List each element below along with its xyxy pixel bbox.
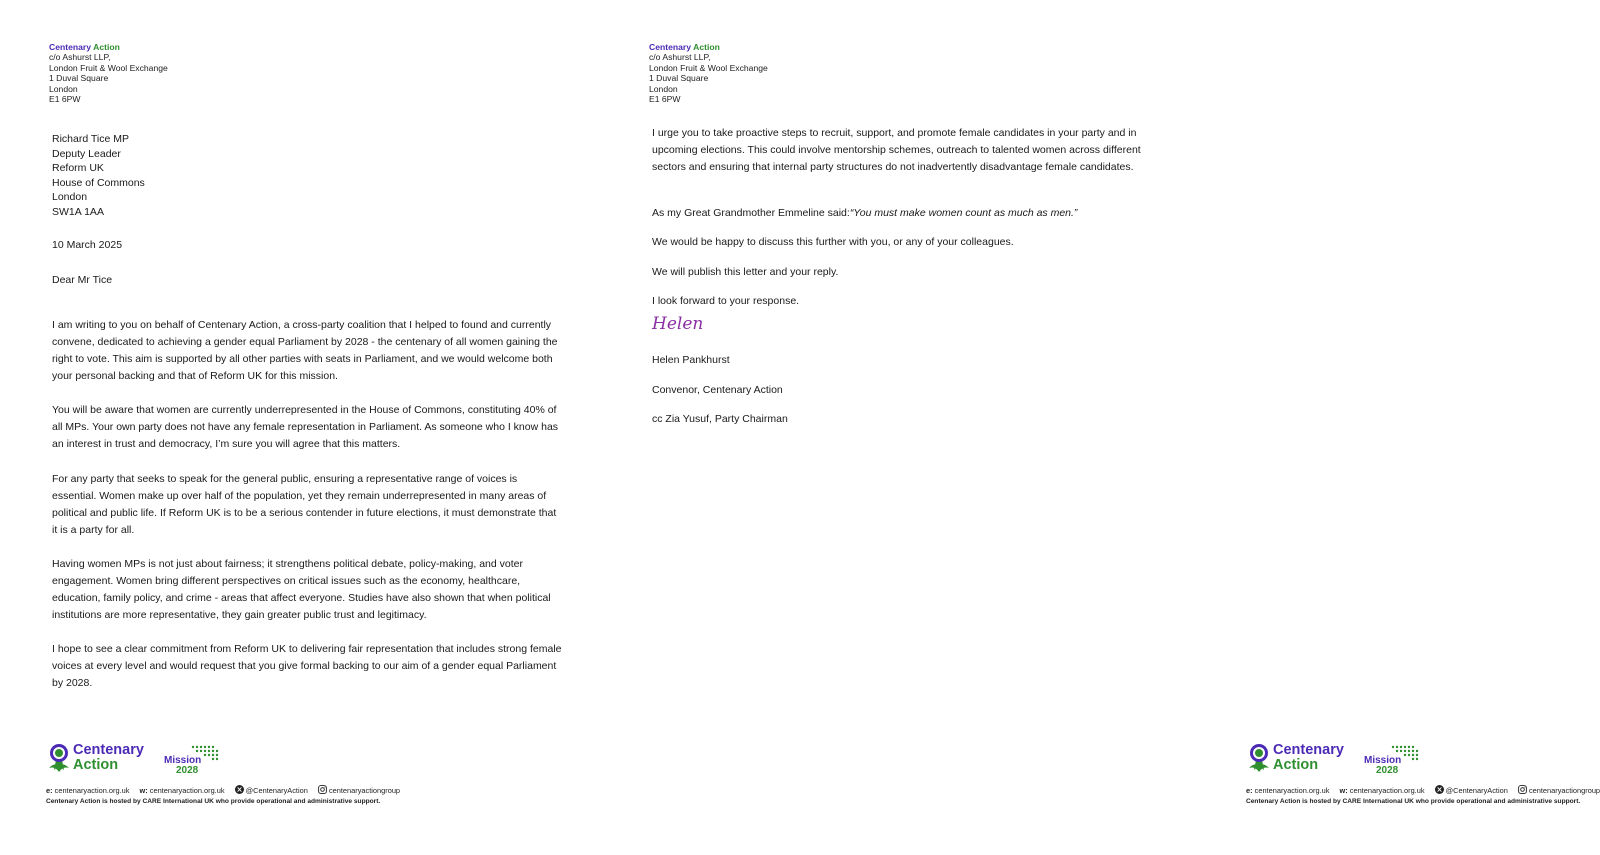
letterhead-address — [649, 42, 768, 104]
letter-page-2 — [600, 0, 1600, 855]
handwritten-signature: Helen — [652, 314, 704, 334]
recipient-line: Reform UK — [52, 162, 104, 175]
salutation: Dear Mr Tice — [52, 274, 113, 286]
logo-wordmark: Centenary Action — [73, 742, 144, 773]
body-paragraph: We will publish this letter and your reply. — [652, 265, 839, 278]
address-line: London — [649, 83, 678, 94]
recipient-line: SW1A 1AA — [52, 205, 104, 218]
footer-contact: e: centenaryaction.org.uk w: centenaryaction.org.uk @CentenaryAction centenaryactiongroup — [1246, 786, 1600, 795]
emmeline-quote: “You must make women count as much as men.” — [849, 206, 1078, 219]
rosette-icon — [1247, 742, 1271, 774]
body-paragraph: We would be happy to discuss this further with you, or any of your colleagues. — [652, 235, 1014, 248]
letter-page-1 — [0, 0, 600, 855]
address-line: London — [49, 83, 78, 94]
address-line: London Fruit & Wool Exchange — [649, 62, 768, 73]
body-paragraph: I hope to see a clear commitment from Reform UK to delivering fair representation that includes strong female voices at every level and would request that you give formal backing to our aim of a gender equal Parliament by 2028. — [52, 642, 562, 689]
x-handle-link[interactable]: @CentenaryAction — [245, 786, 308, 795]
hosted-note: Centenary Action is hosted by CARE International UK who provide operational and administrative support. — [1246, 798, 1581, 805]
address-line: E1 6PW — [649, 94, 681, 105]
mission-2028-logo: Mission 2028 — [164, 755, 202, 776]
recipient-address — [52, 132, 562, 220]
body-paragraph: I urge you to take proactive steps to recruit, support, and promote female candidates in your party and in upcoming elections. This could involve mentorship schemes, outreach to talented women across different sectors and ensuring that internal party structures do not inadvertently disadvantage female candidates. — [652, 126, 1141, 173]
x-twitter-icon — [235, 785, 244, 794]
body-paragraph: Having women MPs is not just about fairness; it strengthens political debate, policy-making, and voter engagement. Women bring different perspectives on critical issues such as the economy, healthcare, education, family policy, and crime - areas that affect everyone. Studies have also shown that when political institutions are more representative, they gain greater public trust and legitimacy. — [52, 557, 551, 621]
email-link[interactable]: centenaryaction.org.uk — [54, 786, 130, 795]
hosted-note: Centenary Action is hosted by CARE International UK who provide operational and administrative support. — [46, 798, 381, 805]
recipient-line: London — [52, 191, 88, 204]
footer-logo — [47, 742, 227, 776]
dot-pattern-icon — [1389, 744, 1419, 762]
dot-pattern-icon — [189, 744, 219, 762]
recipient-line: Richard Tice MP — [52, 133, 130, 145]
x-twitter-icon — [1435, 785, 1444, 794]
footer-contact: e: centenaryaction.org.uk w: centenaryaction.org.uk @CentenaryAction centenaryactiongroup — [46, 786, 401, 795]
rosette-icon — [47, 742, 71, 774]
x-handle-link[interactable]: @CentenaryAction — [1445, 786, 1508, 795]
quote-paragraph: As my Great Grandmother Emmeline said:“You must make women count as much as men.” — [652, 206, 1078, 219]
logo-wordmark: Centenary Action — [1273, 742, 1344, 773]
instagram-icon — [1518, 785, 1527, 794]
signer-title: Convenor, Centenary Action — [652, 384, 783, 396]
address-line: c/o Ashurst LLP, — [49, 52, 111, 63]
mission-2028-logo: Mission 2028 — [1364, 755, 1402, 776]
recipient-line: Deputy Leader — [52, 147, 121, 160]
instagram-link[interactable]: centenaryactiongroup — [328, 786, 401, 795]
address-line: c/o Ashurst LLP, — [649, 52, 711, 63]
footer-logo — [1247, 742, 1427, 776]
body-paragraph: You will be aware that women are currently underrepresented in the House of Commons, constituting 40% of all MPs. Your own party does not have any female representation in Parliament. As someone who I know has an interest in trust and democracy, I’m sure you will agree that this matters. — [52, 403, 559, 450]
recipient-line: House of Commons — [52, 176, 145, 189]
body-paragraph: I am writing to you on behalf of Centenary Action, a cross-party coalition that I helped to found and currently convene, dedicated to achieving a gender equal Parliament by 2028 - the centenary of all women gaining the right to vote. This aim is supported by all other parties with seats in Parliament, and we would welcome both your personal backing and that of Reform UK for this mission. — [52, 318, 558, 382]
address-line: 1 Duval Square — [49, 73, 109, 84]
cc-line: cc Zia Yusuf, Party Chairman — [652, 413, 788, 425]
body-paragraph: For any party that seeks to speak for the general public, ensuring a representative range of voices is essential. Women make up over half of the population, yet they remain underrepresented in many areas of political and public life. If Reform UK is to be a serious contender in future elections, it must demonstrate that it is a party for all. — [52, 472, 557, 536]
instagram-icon — [318, 785, 327, 794]
body-paragraph: I look forward to your response. — [652, 294, 800, 307]
letter-date: 10 March 2025 — [52, 239, 123, 251]
email-link[interactable]: centenaryaction.org.uk — [1254, 786, 1330, 795]
signer-name: Helen Pankhurst — [652, 354, 730, 366]
instagram-link[interactable]: centenaryactiongroup — [1528, 786, 1600, 795]
website-link[interactable]: centenaryaction.org.uk — [1349, 786, 1425, 795]
website-link[interactable]: centenaryaction.org.uk — [149, 786, 225, 795]
letterhead-org-name: Centenary Action — [49, 42, 120, 52]
address-line: London Fruit & Wool Exchange — [49, 62, 168, 73]
address-line: 1 Duval Square — [649, 73, 709, 84]
letterhead-org-name: Centenary Action — [649, 42, 720, 52]
address-line: E1 6PW — [49, 94, 81, 105]
letterhead-address — [49, 42, 168, 104]
